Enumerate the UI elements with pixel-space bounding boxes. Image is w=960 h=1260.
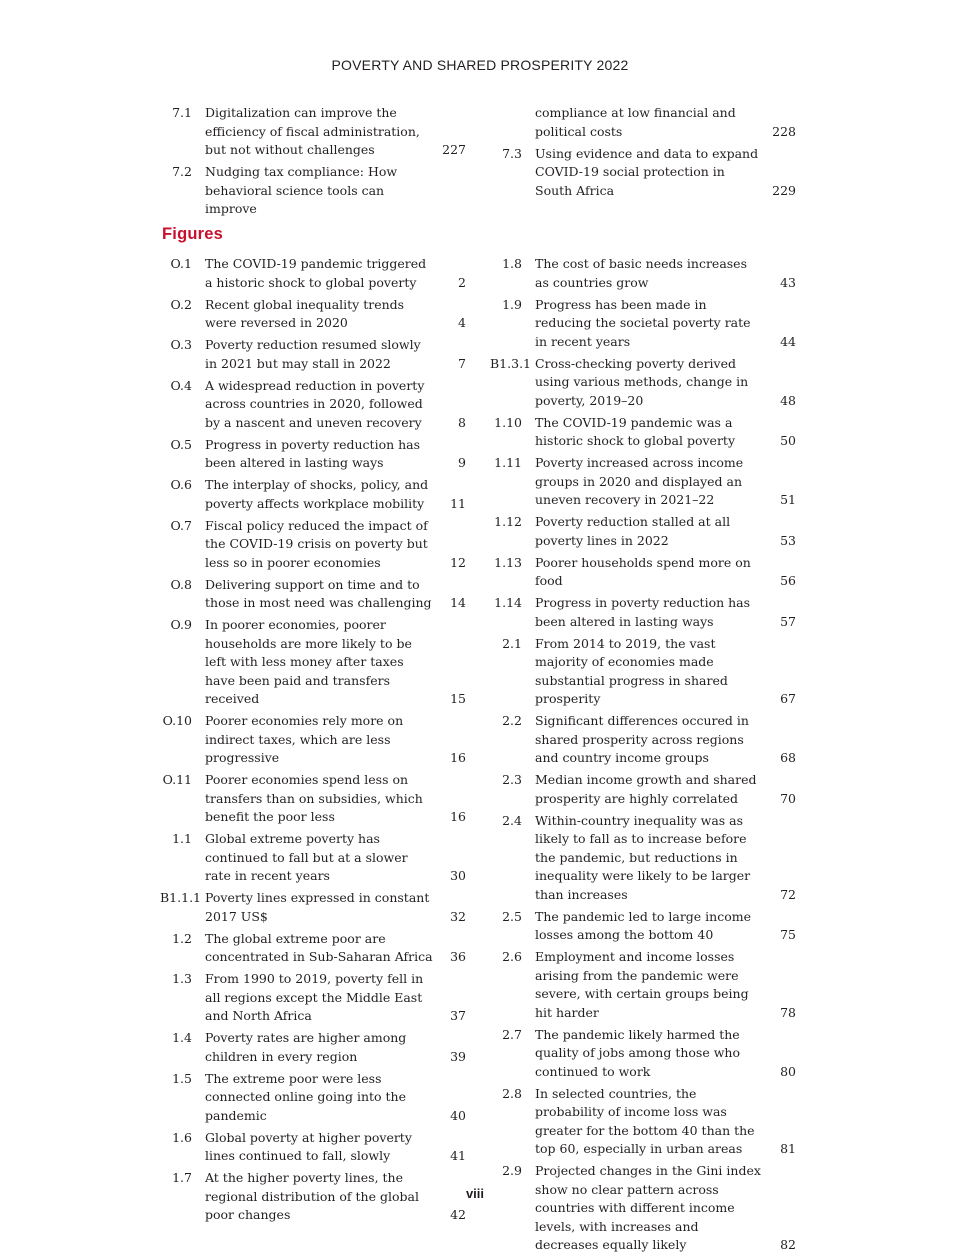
entry-page: 75: [780, 927, 796, 942]
entry-title: Projected changes in the Gini index show no clear pattern across countries with different income levels, with increases and decreases equally likely: [535, 1163, 761, 1252]
entry-number: O.2: [170, 296, 192, 312]
toc-entry[interactable]: [490, 812, 802, 905]
entry-number: O.9: [170, 617, 192, 632]
entry-page: 81: [780, 1141, 796, 1156]
toc-entry[interactable]: [490, 296, 802, 352]
toc-entry[interactable]: [160, 712, 472, 768]
entry-title: The cost of basic needs increases as countries grow: [535, 256, 747, 290]
toc-entry[interactable]: [160, 1029, 472, 1066]
toc-entry[interactable]: [490, 355, 802, 411]
entry-number: 2.8: [502, 1085, 522, 1101]
toc-entry[interactable]: [160, 930, 472, 967]
entry-number: O.1: [170, 256, 192, 271]
entry-page: 43: [780, 274, 796, 290]
entry-title: Global poverty at higher poverty lines continued to fall, slowly: [205, 1129, 412, 1163]
toc-entry[interactable]: [160, 889, 472, 926]
entry-page: 42: [450, 1207, 466, 1222]
entry-page: 4: [458, 315, 466, 330]
entry-number: 2.7: [502, 1026, 522, 1042]
running-header: POVERTY AND SHARED PROSPERITY 2022: [331, 57, 629, 73]
entry-number: 2.4: [502, 812, 522, 828]
toc-entry[interactable]: [490, 454, 802, 510]
entry-title: Median income growth and shared prosperity are highly correlated: [535, 772, 757, 806]
entry-page: 7: [458, 355, 466, 371]
entry-number: 1.2: [172, 930, 192, 946]
toc-entry[interactable]: [490, 908, 802, 945]
entry-number: 1.8: [502, 256, 522, 271]
entry-number: 1.1: [172, 831, 192, 846]
entry-title: The extreme poor were less connected online going into the pandemic: [205, 1070, 407, 1123]
toc-entry[interactable]: [490, 513, 802, 550]
entry-title: At the higher poverty lines, the regional distribution of the global poor changes: [205, 1170, 419, 1222]
entry-page: 68: [780, 750, 796, 765]
entry-page: 11: [450, 495, 466, 511]
entry-page: 82: [780, 1237, 796, 1252]
entry-title: Progress in poverty reduction has been altered in lasting ways: [535, 595, 751, 629]
toc-entry[interactable]: [160, 377, 472, 433]
entry-title: Within-country inequality was as likely to fall as to increase before the pandemic, but reductions in inequality were likely to be larger than increases: [535, 812, 751, 902]
entry-page: 8: [458, 414, 466, 430]
entry-page: 30: [450, 868, 466, 883]
entry-page: 37: [450, 1008, 466, 1023]
entry-page: 16: [450, 809, 466, 824]
entry-page: 72: [780, 886, 796, 902]
entry-number: 2.5: [502, 908, 522, 924]
entry-number: 7.2: [172, 164, 192, 179]
entry-page: 36: [450, 949, 466, 964]
entry-title: Progress in poverty reduction has been altered in lasting ways: [205, 436, 421, 470]
entry-title: The pandemic led to large income losses among the bottom 40: [535, 908, 752, 942]
entry-number: 1.3: [172, 971, 192, 986]
entry-number: 1.12: [494, 514, 522, 529]
entry-number: 1.4: [172, 1030, 192, 1045]
entry-page: 2: [458, 274, 466, 290]
entry-number: O.7: [170, 517, 192, 533]
entry-page: 15: [450, 691, 466, 706]
figures-left-column: [160, 255, 472, 1228]
entry-page: 80: [780, 1063, 796, 1079]
entry-title: Poverty increased across income groups in 2020 and displayed an uneven recovery in 2021–22: [535, 455, 744, 507]
entry-page: 51: [780, 492, 796, 507]
entry-page: 57: [780, 613, 796, 629]
toc-entry[interactable]: [490, 145, 802, 201]
toc-entry[interactable]: [160, 336, 472, 373]
entry-title: The pandemic likely harmed the quality of jobs among those who continued to work: [535, 1026, 740, 1079]
toc-entry[interactable]: [490, 594, 802, 631]
toc-entry[interactable]: [160, 296, 472, 333]
entry-number: O.3: [170, 337, 192, 352]
entry-number: 2.3: [502, 772, 522, 787]
entry-title: Nudging tax compliance: How behavioral science tools can improve: [205, 164, 398, 216]
entry-title: Using evidence and data to expand COVID-19 social protection in South Africa: [535, 145, 759, 198]
entry-page: 48: [780, 392, 796, 408]
toc-entry[interactable]: [160, 104, 472, 160]
entry-title: Recent global inequality trends were reversed in 2020: [205, 296, 405, 330]
entry-number: 7.1: [172, 105, 192, 120]
entry-title: Poorer households spend more on food: [535, 554, 751, 588]
entry-page: 67: [780, 691, 796, 706]
entry-title: Progress has been made in reducing the societal poverty rate in recent years: [535, 296, 751, 349]
boxes-left-column: [160, 104, 472, 222]
entry-number: 1.13: [494, 554, 522, 570]
entry-title: Poverty reduction resumed slowly in 2021 but may stall in 2022: [205, 337, 421, 371]
entry-title: The interplay of shocks, policy, and poverty affects workplace mobility: [205, 477, 429, 511]
toc-entry[interactable]: [160, 163, 472, 219]
entry-page: 50: [780, 433, 796, 448]
toc-entry-continued[interactable]: [490, 104, 802, 141]
entry-title: compliance at low financial and political costs: [535, 105, 736, 139]
entry-title: A widespread reduction in poverty across countries in 2020, followed by a nascent and uneven recovery: [205, 377, 425, 430]
entry-title: Global extreme poverty has continued to fall but at a slower rate in recent years: [205, 831, 408, 883]
entry-number: O.5: [170, 436, 192, 452]
entry-number: 2.2: [502, 713, 522, 728]
entry-title: Poorer economies rely more on indirect taxes, which are less progressive: [205, 713, 404, 765]
toc-entry[interactable]: [490, 771, 802, 808]
toc-entry[interactable]: [490, 414, 802, 451]
entry-number: O.4: [170, 377, 192, 393]
entry-page: 14: [450, 595, 466, 610]
entry-number: O.11: [162, 772, 192, 787]
toc-entry[interactable]: [160, 970, 472, 1026]
entry-number: 2.9: [502, 1163, 522, 1178]
entry-number: 1.10: [494, 414, 522, 430]
toc-entry[interactable]: [490, 255, 802, 292]
boxes-right-column: [490, 104, 802, 204]
toc-entry[interactable]: [490, 554, 802, 591]
entry-page: 53: [780, 532, 796, 548]
toc-entry[interactable]: [490, 1162, 802, 1255]
entry-title: Digitalization can improve the efficiency of fiscal administration, but not without challenges: [205, 105, 420, 157]
entry-title: The COVID-19 pandemic was a historic shock to global poverty: [535, 414, 736, 448]
toc-entry[interactable]: [490, 712, 802, 768]
entry-page: 32: [450, 908, 466, 924]
toc-entry[interactable]: [160, 517, 472, 573]
entry-title: In selected countries, the probability of income loss was greater for the bottom 40 than the top 60, especially in urban areas: [535, 1085, 755, 1156]
entry-number: 1.14: [494, 595, 522, 610]
entry-page: 16: [450, 750, 466, 765]
entry-title: Cross-checking poverty derived using various methods, change in poverty, 2019–20: [535, 355, 749, 408]
entry-page: 56: [780, 573, 796, 588]
entry-number: O.6: [170, 477, 192, 492]
entry-title: The COVID-19 pandemic triggered a historic shock to global poverty: [205, 256, 427, 290]
toc-entry[interactable]: [490, 948, 802, 1022]
toc-entry[interactable]: [160, 830, 472, 886]
toc-entry[interactable]: [490, 1026, 802, 1082]
toc-entry[interactable]: [160, 476, 472, 513]
toc-entry[interactable]: [160, 576, 472, 613]
toc-entry[interactable]: [160, 771, 472, 827]
entry-title: Delivering support on time and to those in most need was challenging: [205, 576, 432, 610]
entry-page: 40: [450, 1107, 466, 1123]
entry-number: 1.7: [172, 1170, 192, 1185]
entry-title: Significant differences occured in shared prosperity across regions and country income groups: [535, 713, 749, 765]
entry-title: The global extreme poor are concentrated in Sub-Saharan Africa: [205, 930, 433, 964]
toc-entry[interactable]: [160, 255, 472, 292]
page-number: viii: [465, 1186, 485, 1201]
entry-number: 2.1: [502, 635, 522, 651]
entry-page: 9: [458, 455, 466, 470]
entry-number: 7.3: [502, 145, 522, 161]
entry-page: 12: [450, 554, 466, 570]
entry-page: 70: [780, 790, 796, 806]
entry-number: O.10: [162, 713, 192, 728]
toc-entry[interactable]: [490, 1085, 802, 1159]
entry-title: In poorer economies, poorer households are more likely to be left with less money after taxes have been paid and transfers received: [205, 617, 412, 706]
entry-page: 228: [772, 123, 796, 139]
entry-title: Poverty rates are higher among children in every region: [205, 1030, 407, 1064]
figures-right-column: [490, 255, 802, 1258]
entry-page: 78: [780, 1004, 796, 1020]
entry-title: Poverty reduction stalled at all poverty lines in 2022: [535, 514, 731, 548]
toc-entry[interactable]: [160, 436, 472, 473]
toc-entry[interactable]: [490, 635, 802, 709]
entry-title: From 2014 to 2019, the vast majority of economies made substantial progress in shared prosperity: [535, 635, 728, 706]
entry-page: 229: [772, 182, 796, 198]
toc-entry[interactable]: [160, 1129, 472, 1166]
entry-page: 39: [450, 1048, 466, 1064]
entry-number: O.8: [170, 576, 192, 592]
entry-number: 1.11: [494, 455, 522, 470]
figures-heading: Figures: [162, 225, 223, 243]
entry-number: 1.6: [172, 1129, 192, 1145]
entry-page: 44: [780, 333, 796, 349]
toc-entry[interactable]: [160, 616, 472, 709]
entry-page: 227: [442, 142, 466, 157]
entry-page: 41: [450, 1148, 466, 1163]
entry-title: Poorer economies spend less on transfers than on subsidies, which benefit the poor less: [205, 772, 423, 824]
toc-entry[interactable]: [160, 1070, 472, 1126]
entry-title: Fiscal policy reduced the impact of the COVID-19 crisis on poverty but less so in poorer economies: [205, 517, 428, 570]
entry-number: 2.6: [502, 949, 522, 964]
entry-number: 1.9: [502, 296, 522, 312]
entry-number: 1.5: [172, 1070, 192, 1086]
entry-title: Poverty lines expressed in constant 2017 US$: [205, 890, 430, 924]
entry-number: B1.3.1: [490, 355, 531, 371]
entry-number: B1.1.1: [160, 890, 201, 905]
entry-title: Employment and income losses arising from the pandemic were severe, with certain groups being hit harder: [535, 949, 749, 1020]
entry-title: From 1990 to 2019, poverty fell in all regions except the Middle East and North Africa: [205, 971, 424, 1023]
